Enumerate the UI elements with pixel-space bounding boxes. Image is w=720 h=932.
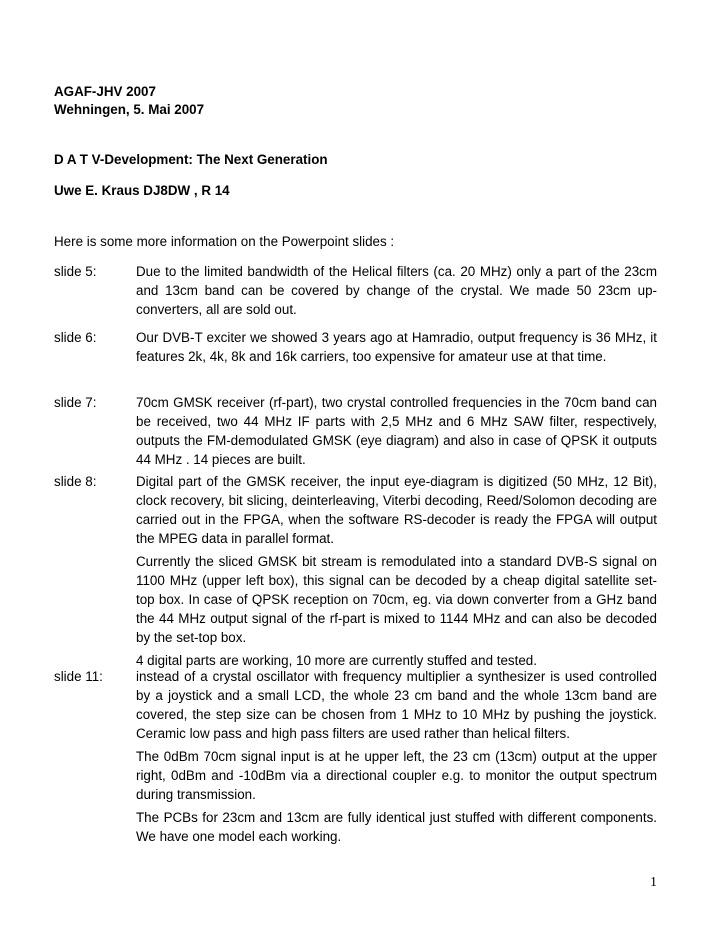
slide-description (136, 328, 657, 370)
slide-paragraph: 4 digital parts are working, 10 more are currently stuffed and tested. (136, 653, 537, 668)
slide-paragraph: instead of a crystal oscillator with frequency multiplier a synthesizer is used controlled by a joystick and a small LCD, the whole 23 cm band and the whole 13cm band are covered, the step size can be chosen from 1 MHz to 10 MHz by pushing the joystick. Ceramic low pass and high pass filters are used rather than helical filters. (136, 669, 657, 741)
slide-paragraph: Currently the sliced GMSK bit stream is remodulated into a standard DVB-S signal on 1100 MHz (upper left box), this signal can be decoded by a cheap digital satellite set-top box. In case of QPSK reception on 70cm, eg. via down converter from a GHz band the 44 MHz output signal of the rf-part is mixed to 1144 MHz and can also be decoded by the set-top box. (136, 554, 657, 645)
slide-paragraph: Our DVB-T exciter we showed 3 years ago at Hamradio, output frequency is 36 MHz, it features 2k, 4k, 8k and 16k carriers, too expensive for amateur use at that time. (136, 330, 657, 364)
slide-paragraph: Digital part of the GMSK receiver, the input eye-diagram is digitized (50 MHz, 12 Bit), clock recovery, bit slicing, deinterleaving, Viterbi decoding, Reed/Solomon decoding are carried out in the FPGA, when the software RS-decoder is ready the FPGA will output the MPEG data in parallel format. (136, 474, 657, 546)
slide-paragraph: 70cm GMSK receiver (rf-part), two crystal controlled frequencies in the 70cm band can be received, two 44 MHz IF parts with 2,5 MHz and 6 MHz SAW filter, respectively, outputs the FM-demodulated GMSK (eye diagram) and also in case of QPSK it outputs 44 MHz . 14 pieces are built. (136, 395, 657, 467)
slide-label: slide 6: (54, 330, 97, 345)
intro-text: Here is some more information on the Powerpoint slides : (54, 234, 395, 249)
slide-description (136, 393, 657, 473)
slide-paragraph: Due to the limited bandwidth of the Helical filters (ca. 20 MHz) only a part of the 23cm and 13cm band can be covered by change of the crystal. We made 50 23cm up-converters, all are sold out. (136, 264, 657, 317)
slide-description (136, 667, 657, 850)
page-number: 1 (650, 875, 657, 890)
event-name: AGAF-JHV 2007 (54, 84, 156, 99)
place-and-date: Wehningen, 5. Mai 2007 (54, 102, 205, 117)
author-line: Uwe E. Kraus DJ8DW , R 14 (54, 183, 230, 198)
slide-label: slide 5: (54, 264, 97, 279)
document-title: D A T V-Development: The Next Generation (54, 152, 328, 167)
slide-paragraph: The PCBs for 23cm and 13cm are fully identical just stuffed with different components. We have one model each working. (136, 810, 657, 844)
slide-label: slide 11: (54, 669, 103, 684)
slide-paragraph: The 0dBm 70cm signal input is at he upper left, the 23 cm (13cm) output at the upper right, 0dBm and -10dBm via a directional coupler e.g. to monitor the output spectrum during transmission. (136, 749, 657, 802)
slide-description (136, 262, 657, 323)
slide-label: slide 8: (54, 474, 97, 489)
slide-description (136, 472, 657, 674)
slide-label: slide 7: (54, 395, 97, 410)
